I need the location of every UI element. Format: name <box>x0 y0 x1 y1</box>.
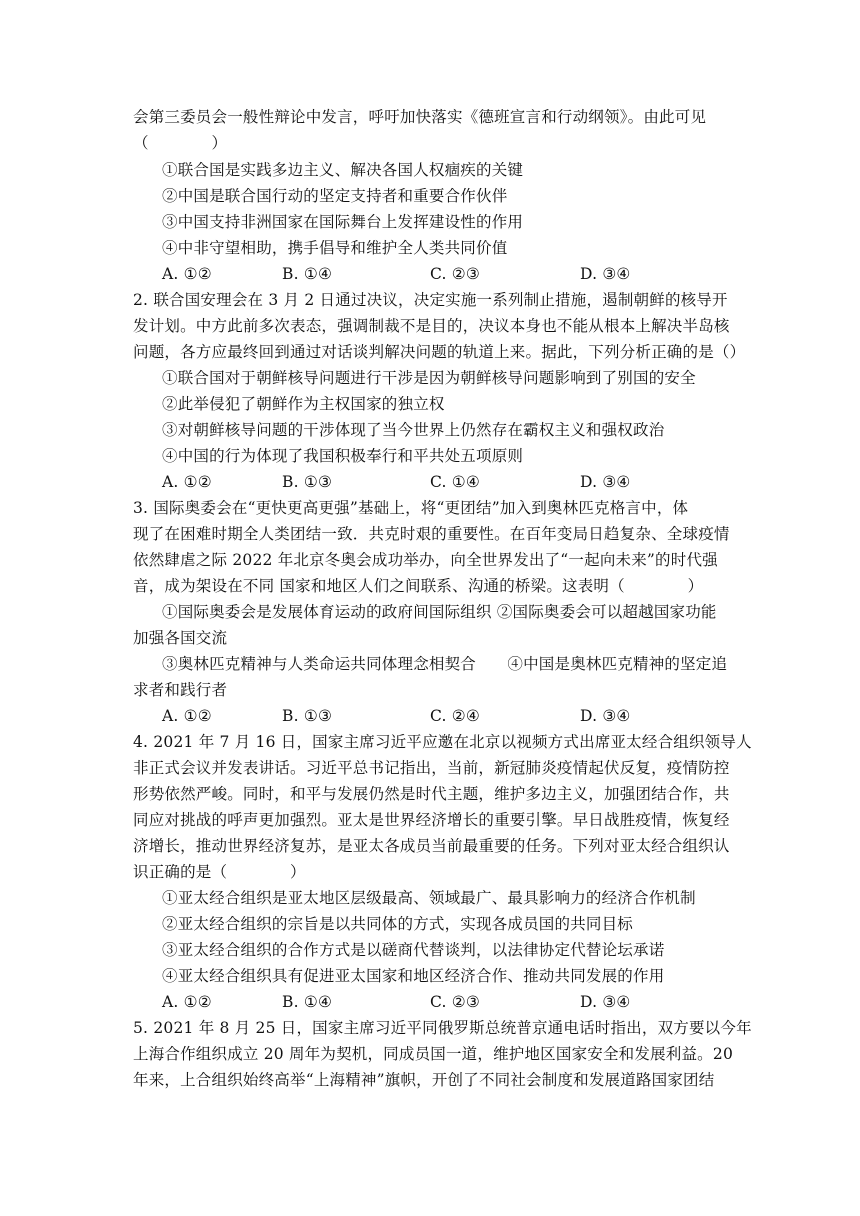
q0-option-a: A. ①② <box>162 265 212 283</box>
q2-option-d: D. ③④ <box>580 473 631 491</box>
q3-option-c: C. ②④ <box>430 707 480 725</box>
q4-option-d: D. ③④ <box>580 993 631 1011</box>
q0-statement-2: ②中国是联合国行动的坚定支持者和重要合作伙伴 <box>162 187 508 205</box>
q4-stem-line-1: 4. 2021 年 7 月 16 日，国家主席习近平应邀在北京以视频方式出席亚太经合组织领导人 <box>133 733 752 751</box>
q3-option-d: D. ③④ <box>580 707 631 725</box>
q3-stem-line-3: 依然肆虐之际 2022 年北京冬奥会成功举办，向全世界发出了“一起向未来”的时代强 <box>133 551 718 569</box>
q3-option-a: A. ①② <box>162 707 212 725</box>
q2-option-a: A. ①② <box>162 473 212 491</box>
q5-stem-line-1: 5. 2021 年 8 月 25 日，国家主席习近平同俄罗斯总统普京通电话时指出，双方要以今年 <box>133 1019 752 1037</box>
q0-option-d: D. ③④ <box>580 265 631 283</box>
q4-stem-line-3: 形势依然严峻。同时，和平与发展仍然是时代主题，维护多边主义，加强团结合作，共 <box>133 785 730 803</box>
q3-statement-line-2: 加强各国交流 <box>133 629 228 647</box>
q2-statement-2: ②此举侵犯了朝鲜作为主权国家的独立权 <box>162 395 445 413</box>
q3-stem-line-2: 现了在困难时期全人类团结一致．共克时艰的重要性。在百年变局日趋复杂、全球疫情 <box>133 525 730 543</box>
q0-stem-line-1: 会第三委员会一般性辩论中发言，呼吁加快落实《德班宣言和行动纲领》。由此可见 <box>133 108 707 126</box>
q4-option-c: C. ②③ <box>430 993 480 1011</box>
q4-option-a: A. ①② <box>162 993 212 1011</box>
q0-statement-4: ④中非守望相助，携手倡导和维护全人类共同价值 <box>162 239 508 257</box>
q2-statement-3: ③对朝鲜核导问题的干涉体现了当今世界上仍然存在霸权主义和强权政治 <box>162 421 665 439</box>
q4-statement-3: ③亚太经合组织的合作方式是以磋商代替谈判，以法律协定代替论坛承诺 <box>162 941 665 959</box>
q0-stem-line-2: （ ） <box>133 134 228 152</box>
q2-stem-line-2: 发计划。中方此前多次表态，强调制裁不是目的，决议本身也不能从根本上解决半岛核 <box>133 317 730 335</box>
q2-statement-4: ④中国的行为体现了我国积极奉行和平共处五项原则 <box>162 447 524 465</box>
q5-stem-line-3: 年来，上合组织始终高举“上海精神”旗帜，开创了不同社会制度和发展道路国家团结 <box>133 1071 715 1089</box>
q4-stem-line-5: 济增长，推动世界经济复苏，是亚太各成员当前最重要的任务。下列对亚太经合组织认 <box>133 837 730 855</box>
q4-stem-line-4: 同应对挑战的呼声更加强烈。亚太是世界经济增长的重要引擎。早日战胜疫情，恢复经 <box>133 811 730 829</box>
q5-stem-line-2: 上海合作组织成立 20 周年为契机，同成员国一道，维护地区国家安全和发展利益。20 <box>133 1045 734 1063</box>
q4-stem-line-6: 识正确的是（ ） <box>133 863 306 881</box>
q4-stem-line-2: 非正式会议并发表讲话。习近平总书记指出，当前，新冠肺炎疫情起伏反复，疫情防控 <box>133 759 730 777</box>
q2-option-c: C. ①④ <box>430 473 480 491</box>
q3-option-b: B. ①③ <box>282 707 333 725</box>
q3-stem-line-1: 3. 国际奥委会在“更快更高更强”基础上，将“更团结”加入到奥林匹克格言中，体 <box>133 499 689 517</box>
q4-option-b: B. ①④ <box>282 993 333 1011</box>
q2-stem-line-1: 2. 联合国安理会在 3 月 2 日通过决议，决定实施一系列制止措施，遏制朝鲜的核导开 <box>133 291 728 309</box>
q0-option-c: C. ②③ <box>430 265 480 283</box>
q3-statement-line-1: ①国际奥委会是发展体育运动的政府间国际组织 ②国际奥委会可以超越国家功能 <box>162 603 717 621</box>
q2-statement-1: ①联合国对于朝鲜核导问题进行干涉是因为朝鲜核导问题影响到了别国的安全 <box>162 369 696 387</box>
q2-option-b: B. ①③ <box>282 473 333 491</box>
q4-statement-1: ①亚太经合组织是亚太地区层级最高、领域最广、最具影响力的经济合作机制 <box>162 889 696 907</box>
q0-statement-1: ①联合国是实践多边主义、解决各国人权痼疾的关键 <box>162 161 524 179</box>
q4-statement-2: ②亚太经合组织的宗旨是以共同体的方式，实现各成员国的共同目标 <box>162 915 634 933</box>
q4-statement-4: ④亚太经合组织具有促进亚太国家和地区经济合作、推动共同发展的作用 <box>162 967 665 985</box>
q0-statement-3: ③中国支持非洲国家在国际舞台上发挥建设性的作用 <box>162 213 524 231</box>
q2-stem-line-3: 问题，各方应最终回到通过对话谈判解决问题的轨道上来。据此，下列分析正确的是（） <box>133 343 746 361</box>
q0-option-b: B. ①④ <box>282 265 333 283</box>
q3-statement-line-3: ③奥林匹克精神与人类命运共同体理念相契合 ④中国是奥林匹克精神的坚定追 <box>162 655 728 673</box>
q3-statement-line-4: 求者和践行者 <box>133 681 228 699</box>
q3-stem-line-4: 音，成为架设在不同 国家和地区人们之间联系、沟通的桥梁。这表明（ ） <box>133 577 704 595</box>
